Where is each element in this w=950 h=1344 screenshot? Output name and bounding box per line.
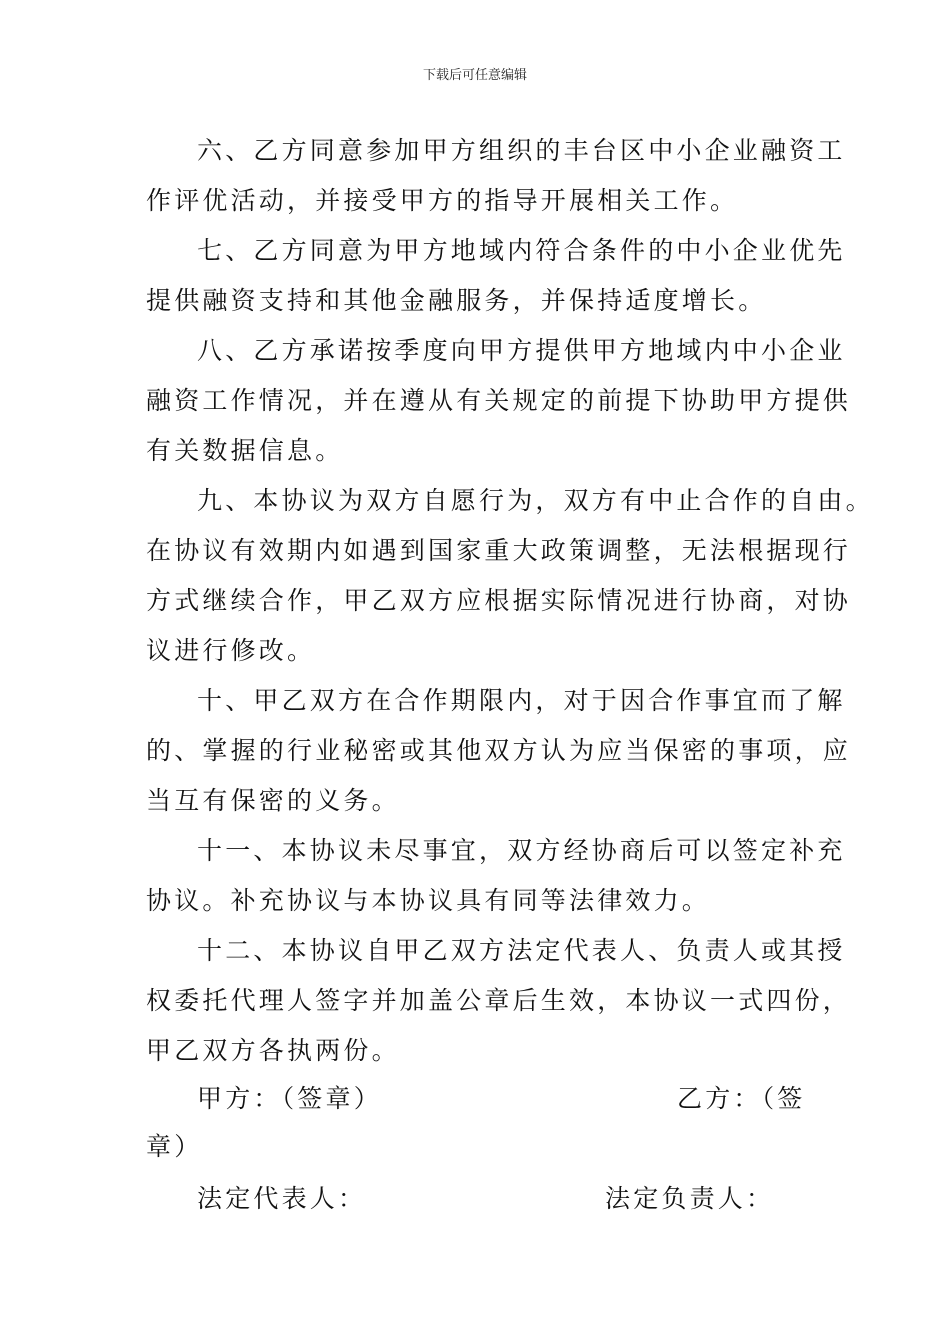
paragraph-line: 十二、本协议自甲乙双方法定代表人、负责人或其授 [197,936,846,965]
paragraph-line: 议进行修改。 [146,636,316,665]
paragraph-line: 九、本协议为双方自愿行为，双方有中止合作的自由。 [197,486,874,515]
party-b-signature-cont: 章） [146,1132,203,1161]
paragraph-line: 八、乙方承诺按季度向甲方提供甲方地域内中小企业 [197,336,846,365]
paragraph-line: 十、甲乙双方在合作期限内，对于因合作事宜而了解 [197,686,846,715]
party-a-representative: 法定代表人： [197,1184,367,1213]
paragraph-line: 十一、本协议未尽事宜，双方经协商后可以签定补充 [197,836,846,865]
paragraph-line: 六、乙方同意参加甲方组织的丰台区中小企业融资工 [197,136,846,165]
paragraph-line: 方式继续合作，甲乙双方应根据实际情况进行协商，对协 [146,586,852,615]
paragraph-line: 提供融资支持和其他金融服务，并保持适度增长。 [146,286,767,315]
paragraph-line: 七、乙方同意为甲方地域内符合条件的中小企业优先 [197,236,846,265]
paragraph-line: 协议。补充协议与本协议具有同等法律效力。 [146,886,711,915]
paragraph-line: 有关数据信息。 [146,436,344,465]
party-b-representative: 法定负责人： [605,1184,775,1213]
paragraph-line: 当互有保密的义务。 [146,786,400,815]
paragraph-line: 在协议有效期内如遇到国家重大政策调整，无法根据现行 [146,536,852,565]
paragraph-line: 的、掌握的行业秘密或其他双方认为应当保密的事项，应 [146,736,852,765]
paragraph-line: 权委托代理人签字并加盖公章后生效，本协议一式四份， [146,986,852,1015]
page-header: 下载后可任意编辑 [422,68,527,83]
party-b-signature: 乙方：（签 [677,1084,806,1113]
party-a-signature: 甲方：（签章） [197,1084,382,1113]
paragraph-line: 甲乙双方各执两份。 [146,1036,400,1065]
paragraph-line: 融资工作情况，并在遵从有关规定的前提下协助甲方提供 [146,386,852,415]
paragraph-line: 作评优活动，并接受甲方的指导开展相关工作。 [146,186,739,215]
